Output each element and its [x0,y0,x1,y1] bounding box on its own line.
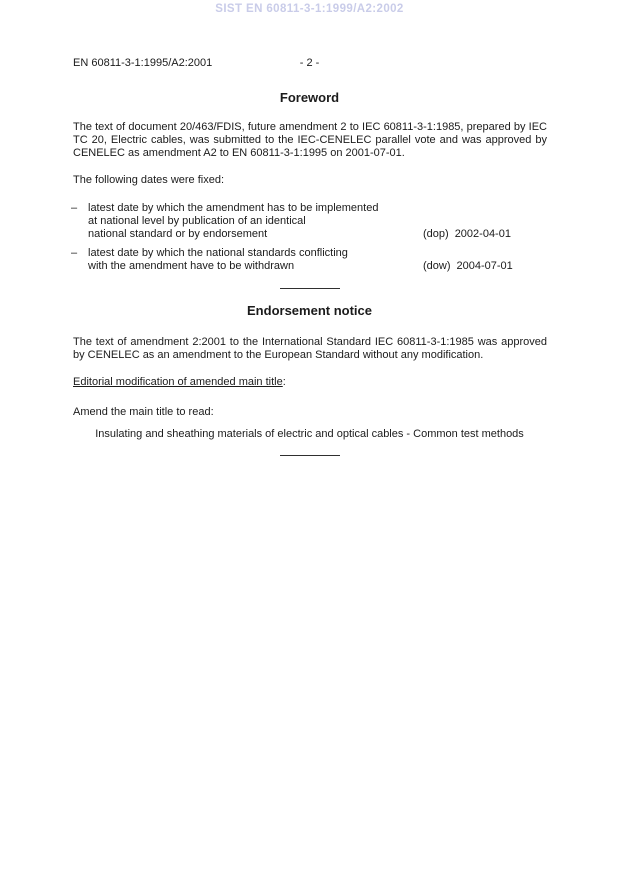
date-item-dop [88,202,418,241]
date-item-line: latest date by which the amendment has to be implemented [88,202,379,214]
foreword-paragraph: The text of document 20/463/FDIS, future amendment 2 to IEC 60811-3-1:1985, prepared by IEC TC 20, Electric cables, was submitted to the IEC-CENELEC parallel vote and was approved by CENELEC as amendment A2 to EN 60811-3-1:1995 on 2001-07-01. [73,121,547,159]
dop-value: 2002-04-01 [454,228,511,240]
date-item-line: at national level by publication of an identical [88,215,306,227]
foreword-heading: Foreword [279,90,340,105]
amended-main-title: Insulating and sheathing materials of electric and optical cables - Common test methods [95,428,524,440]
standard-watermark: SIST EN 60811-3-1:1999/A2:2002 [215,3,404,15]
list-dash-marker: – [71,202,78,214]
date-item-line: with the amendment have to be withdrawn [88,260,295,272]
date-item-line: national standard or by endorsement [88,228,268,240]
editorial-modification-text: Editorial modification of amended main title [73,376,283,388]
dop-code: (dop) [423,228,449,240]
dow-value: 2004-07-01 [456,260,513,272]
dow-date [423,260,513,273]
page-number: - 2 - [299,57,320,69]
dow-code: (dow) [423,260,451,272]
dop-date [423,228,511,241]
section-divider [280,288,340,289]
endorsement-paragraph: The text of amendment 2:2001 to the International Standard IEC 60811-3-1:1985 was approved by CENELEC as an amendment to the European Standard without any modification. [73,336,547,361]
document-reference: EN 60811-3-1:1995/A2:2001 [73,57,213,69]
list-dash-marker: – [71,247,78,259]
editorial-modification-colon: : [282,376,286,388]
endorsement-notice-heading: Endorsement notice [247,303,372,318]
section-divider [280,455,340,456]
date-item-line: latest date by which the national standards conflicting [88,247,348,259]
amend-instruction-text: Amend the main title to read: [73,406,214,418]
date-item-dow [88,247,418,273]
editorial-modification-heading [73,376,286,389]
dates-intro-text: The following dates were fixed: [73,174,225,186]
